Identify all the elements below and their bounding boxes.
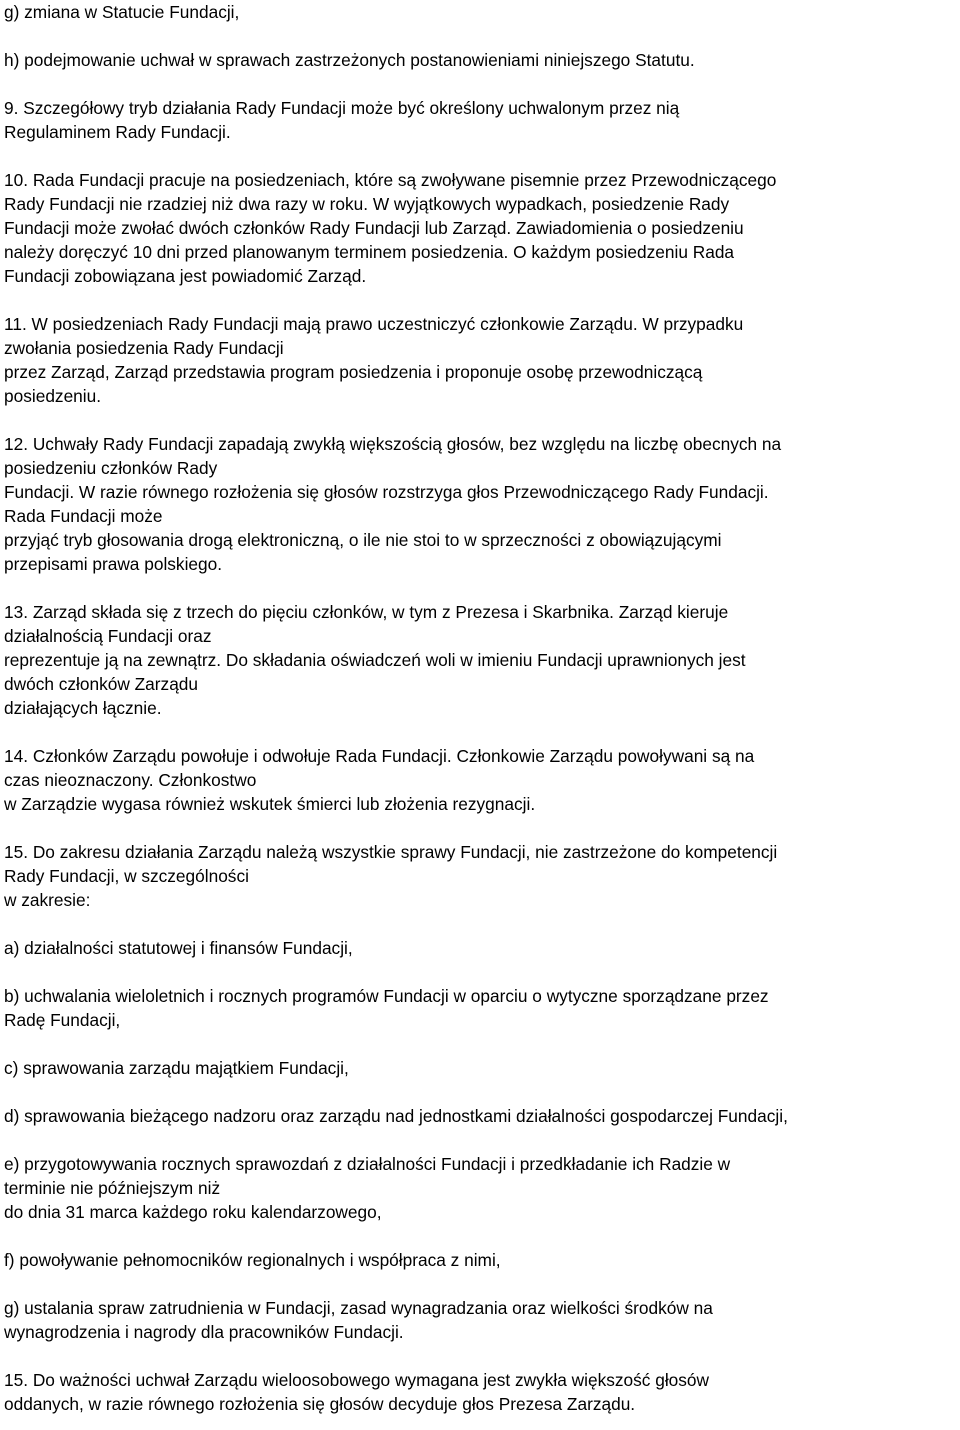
paragraph-11: [4, 312, 960, 408]
text-line: Rady Fundacji nie rzadziej niż dwa razy w roku. W wyjątkowych wypadkach, posiedzenie Rady: [4, 194, 730, 214]
text-line: reprezentuje ją na zewnątrz. Do składania oświadczeń woli w imieniu Fundacji uprawnionych jest: [4, 650, 746, 670]
text-line: 15. Do ważności uchwał Zarządu wieloosobowego wymagana jest zwykła większość głosów: [4, 1370, 710, 1390]
text-line: zwołania posiedzenia Rady Fundacji: [4, 338, 284, 358]
text-line: d) sprawowania bieżącego nadzoru oraz zarządu nad jednostkami działalności gospodarczej Fundacji,: [4, 1106, 788, 1126]
text-line: terminie nie późniejszym niż: [4, 1178, 221, 1198]
text-line: f) powoływanie pełnomocników regionalnych i współpraca z nimi,: [4, 1250, 501, 1270]
list-item-a: [4, 936, 960, 960]
paragraph-item-g-statute: [4, 0, 960, 24]
paragraph-15-validity: [4, 1368, 960, 1416]
text-line: e) przygotowywania rocznych sprawozdań z działalności Fundacji i przedkładanie ich Radzie w: [4, 1154, 731, 1174]
text-line: a) działalności statutowej i finansów Fundacji,: [4, 938, 353, 958]
text-line: h) podejmowanie uchwał w sprawach zastrzeżonych postanowieniami niniejszego Statutu.: [4, 50, 695, 70]
text-line: przyjąć tryb głosowania drogą elektroniczną, o ile nie stoi to w sprzeczności z obowiązującymi: [4, 530, 722, 550]
list-item-b: [4, 984, 960, 1032]
list-item-d: [4, 1104, 960, 1128]
paragraph-13: [4, 600, 960, 720]
text-line: należy doręczyć 10 dni przed planowanym terminem posiedzenia. O każdym posiedzeniu Rada: [4, 242, 735, 262]
paragraph-item-h-resolutions: [4, 48, 960, 72]
text-line: 11. W posiedzeniach Rady Fundacji mają prawo uczestniczyć członkowie Zarządu. W przypadku: [4, 314, 744, 334]
text-line: 12. Uchwały Rady Fundacji zapadają zwykłą większością głosów, bez względu na liczbę obecnych na: [4, 434, 782, 454]
paragraph-10: [4, 168, 960, 288]
text-line: w Zarządzie wygasa również wskutek śmierci lub złożenia rezygnacji.: [4, 794, 536, 814]
text-line: dwóch członków Zarządu: [4, 674, 199, 694]
paragraph-9: [4, 96, 960, 144]
text-line: 9. Szczegółowy tryb działania Rady Fundacji może być określony uchwalonym przez nią: [4, 98, 680, 118]
text-line: 14. Członków Zarządu powołuje i odwołuje Rada Fundacji. Członkowie Zarządu powoływani są na: [4, 746, 755, 766]
list-item-c: [4, 1056, 960, 1080]
text-line: czas nieoznaczony. Członkostwo: [4, 770, 257, 790]
text-line: 15. Do zakresu działania Zarządu należą wszystkie sprawy Fundacji, nie zastrzeżone do kompetencji: [4, 842, 778, 862]
text-line: oddanych, w razie równego rozłożenia się głosów decyduje głos Prezesa Zarządu.: [4, 1394, 636, 1414]
text-line: Rada Fundacji może: [4, 506, 163, 526]
text-line: Fundacji może zwołać dwóch członków Rady Fundacji lub Zarząd. Zawiadomienia o posiedzeniu: [4, 218, 744, 238]
text-line: wynagrodzenia i nagrody dla pracowników Fundacji.: [4, 1322, 404, 1342]
text-line: działających łącznie.: [4, 698, 162, 718]
text-line: Radę Fundacji,: [4, 1010, 121, 1030]
paragraph-15-scope: [4, 840, 960, 912]
text-line: Fundacji zobowiązana jest powiadomić Zarząd.: [4, 266, 367, 286]
text-line: Regulaminem Rady Fundacji.: [4, 122, 231, 142]
text-line: b) uchwalania wieloletnich i rocznych programów Fundacji w oparciu o wytyczne sporządzane przez: [4, 986, 769, 1006]
text-line: działalnością Fundacji oraz: [4, 626, 212, 646]
text-line: 10. Rada Fundacji pracuje na posiedzeniach, które są zwoływane pisemnie przez Przewodniczącego: [4, 170, 777, 190]
text-line: Fundacji. W razie równego rozłożenia się głosów rozstrzyga głos Przewodniczącego Rady Fundacji.: [4, 482, 769, 502]
list-item-e: [4, 1152, 960, 1224]
text-line: w zakresie:: [4, 890, 91, 910]
text-line: posiedzeniu.: [4, 386, 102, 406]
text-line: g) zmiana w Statucie Fundacji,: [4, 2, 240, 22]
text-line: c) sprawowania zarządu majątkiem Fundacji,: [4, 1058, 349, 1078]
text-line: przepisami prawa polskiego.: [4, 554, 223, 574]
paragraph-12: [4, 432, 960, 576]
list-item-g: [4, 1296, 960, 1344]
text-line: posiedzeniu członków Rady: [4, 458, 218, 478]
text-line: Rady Fundacji, w szczególności: [4, 866, 249, 886]
text-line: 13. Zarząd składa się z trzech do pięciu członków, w tym z Prezesa i Skarbnika. Zarząd kieruje: [4, 602, 729, 622]
text-line: przez Zarząd, Zarząd przedstawia program posiedzenia i proponuje osobę przewodniczącą: [4, 362, 703, 382]
document-page: [4, 0, 960, 1416]
list-item-f: [4, 1248, 960, 1272]
text-line: do dnia 31 marca każdego roku kalendarzowego,: [4, 1202, 382, 1222]
text-line: g) ustalania spraw zatrudnienia w Fundacji, zasad wynagradzania oraz wielkości środków na: [4, 1298, 713, 1318]
paragraph-14: [4, 744, 960, 816]
